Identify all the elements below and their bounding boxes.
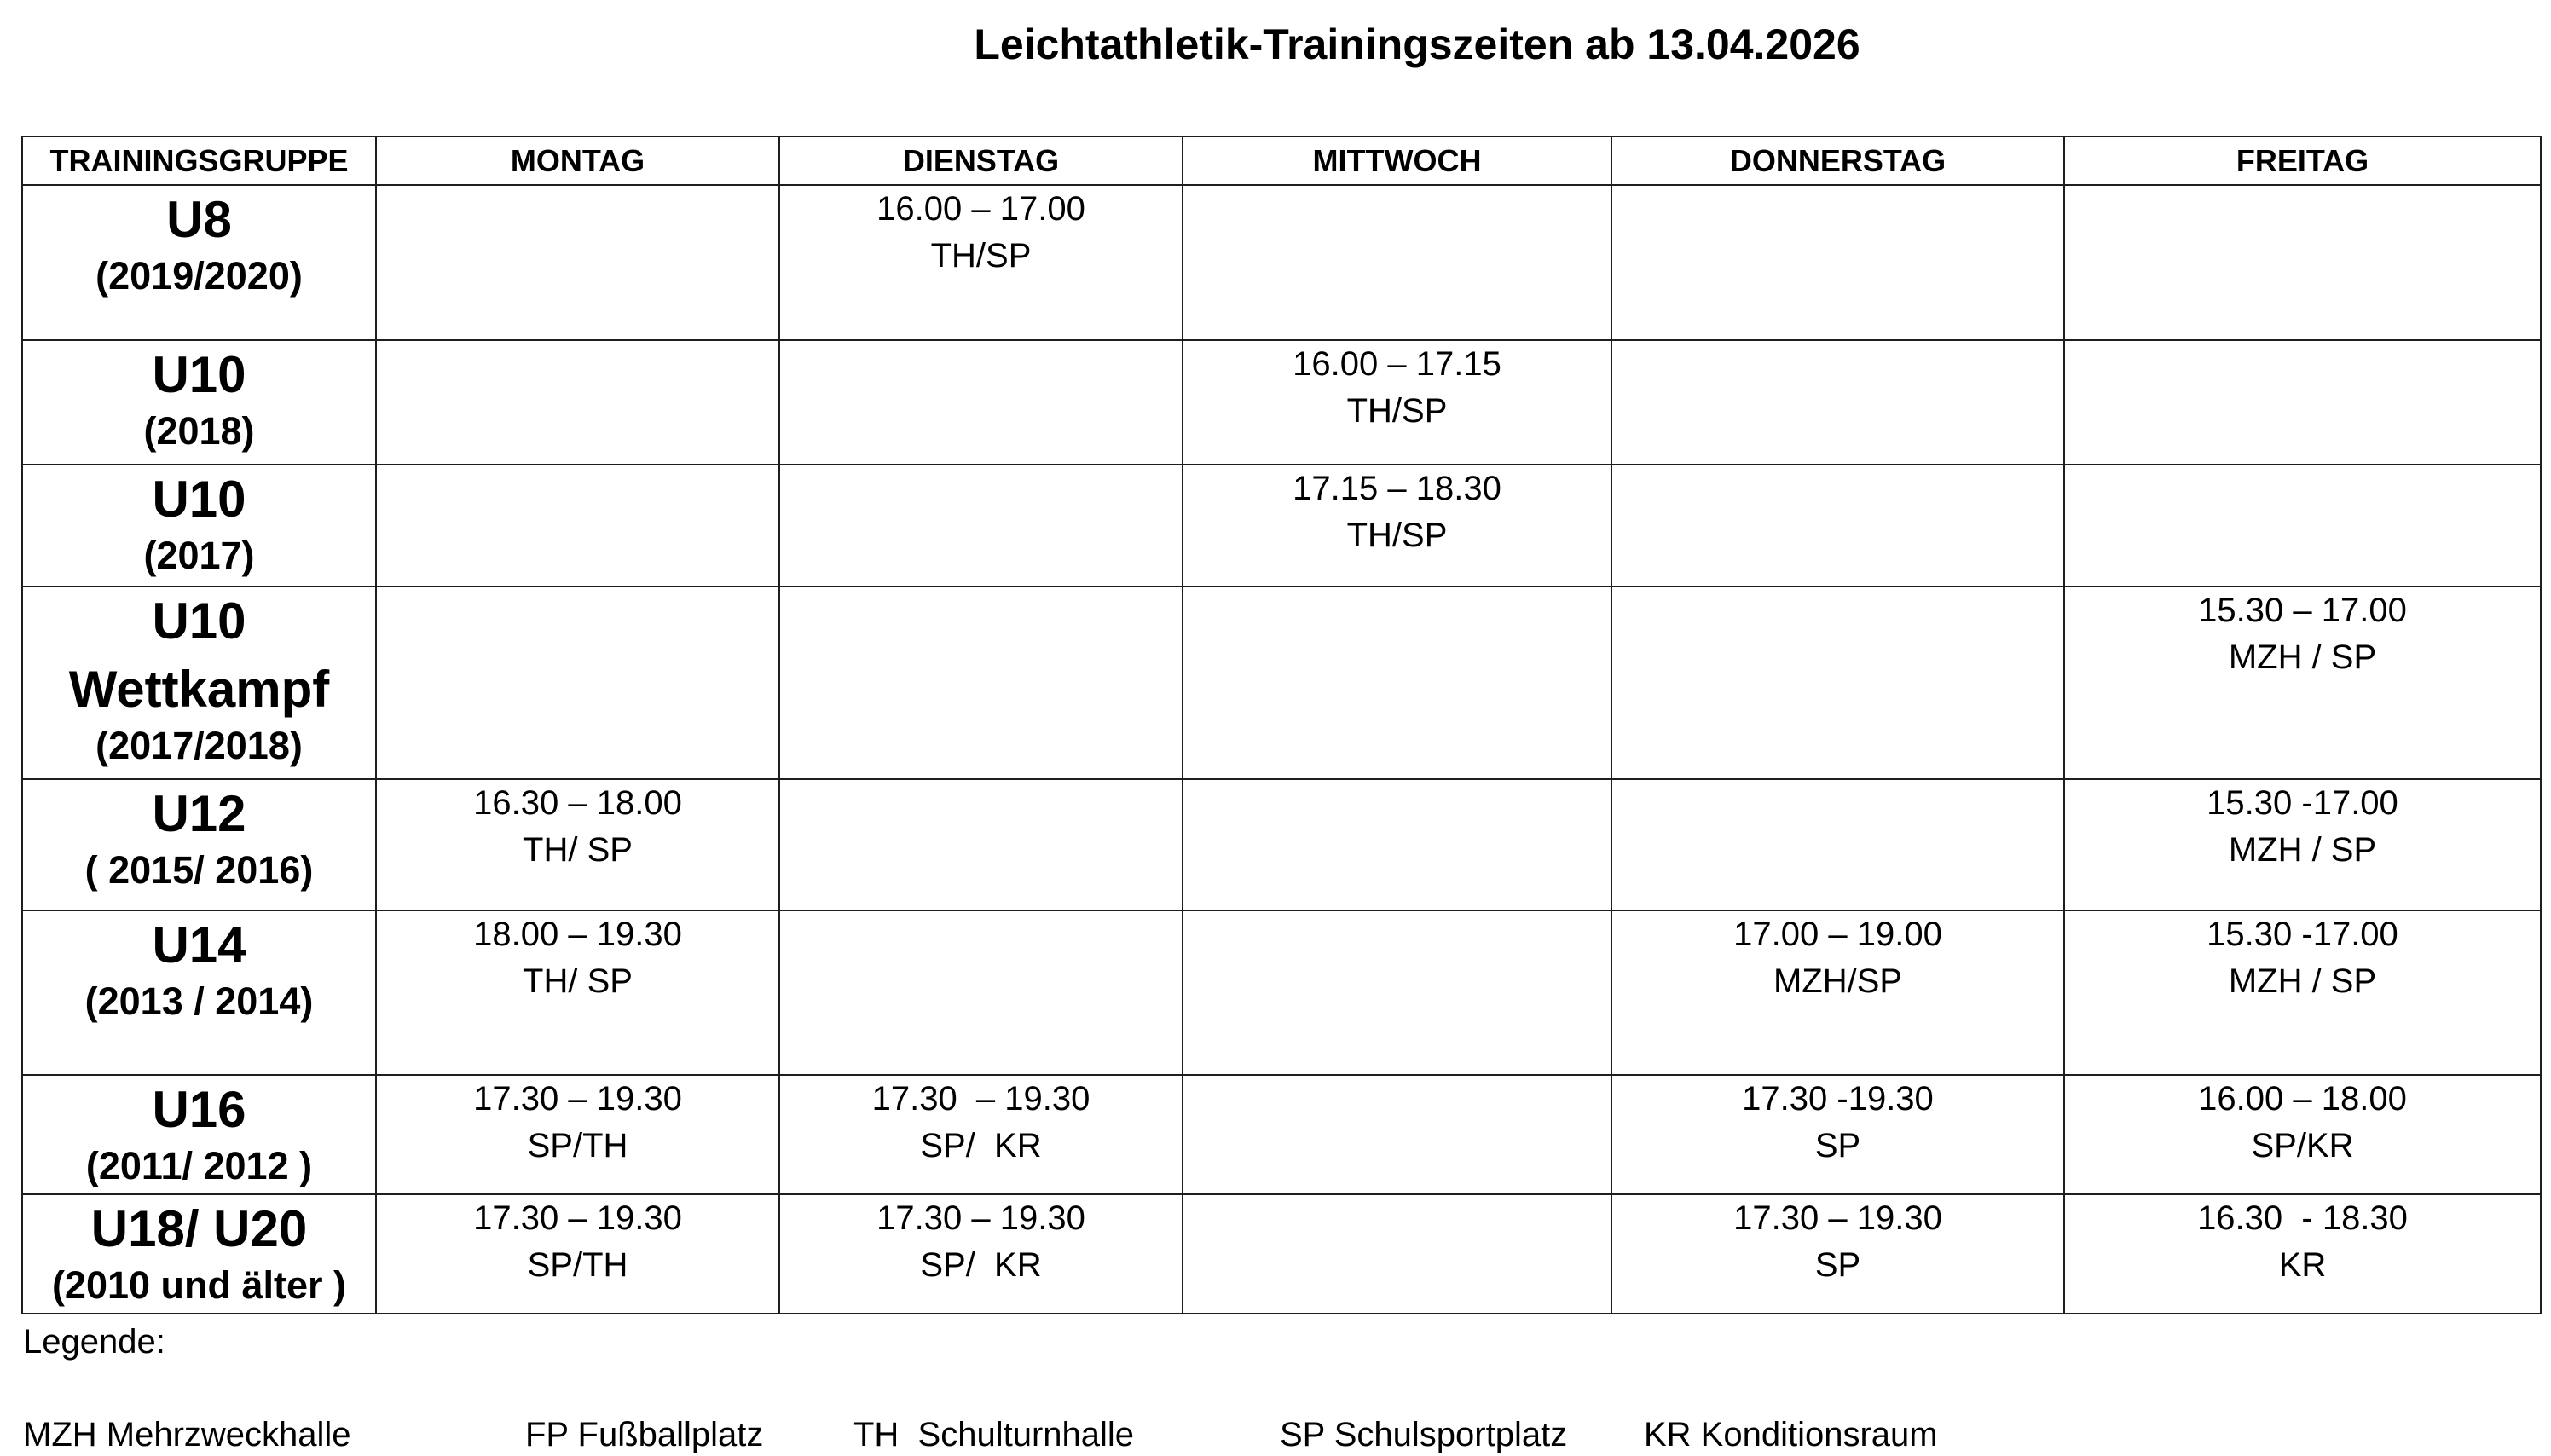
legend-item: TH Schulturnhalle — [853, 1416, 1135, 1453]
slot-time: 16.30 - 18.30 — [2197, 1199, 2408, 1237]
legend-item: KR Konditionsraum — [1644, 1416, 1938, 1453]
slot-time: 16.00 – 18.00 — [2198, 1080, 2407, 1118]
group-name-line2: Wettkampf — [68, 661, 330, 718]
slot-time: 15.30 – 17.00 — [2198, 592, 2407, 629]
empty-cell-freitag — [2064, 185, 2541, 340]
group-name: U16 — [152, 1081, 246, 1138]
slot-cell-montag — [376, 779, 779, 910]
empty-cell-mittwoch — [1183, 1194, 1611, 1314]
empty-cell-dienstag — [779, 465, 1183, 586]
group-cell — [22, 185, 376, 340]
group-years: (2017) — [143, 534, 255, 577]
slot-cell-mittwoch — [1183, 465, 1611, 586]
slot-place: SP/TH — [527, 1127, 628, 1164]
slot-time: 16.30 – 18.00 — [473, 784, 682, 822]
empty-cell-dienstag — [779, 910, 1183, 1075]
empty-cell-dienstag — [779, 779, 1183, 910]
slot-cell-mittwoch — [1183, 340, 1611, 465]
group-years: ( 2015/ 2016) — [84, 848, 314, 892]
group-cell — [22, 779, 376, 910]
slot-time: 17.15 – 18.30 — [1293, 470, 1501, 507]
empty-cell-donnerstag — [1611, 779, 2064, 910]
group-name: U18/ U20 — [90, 1200, 308, 1257]
slot-time: 16.00 – 17.15 — [1293, 345, 1501, 383]
empty-cell-montag — [376, 340, 779, 465]
header-row — [22, 136, 2541, 185]
slot-place: TH/SP — [930, 237, 1032, 274]
group-years: (2013 / 2014) — [84, 979, 314, 1023]
empty-cell-mittwoch — [1183, 185, 1611, 340]
empty-cell-mittwoch — [1183, 586, 1611, 779]
empty-cell-dienstag — [779, 340, 1183, 465]
group-name: U14 — [152, 916, 246, 974]
slot-time: 17.30 – 19.30 — [473, 1199, 682, 1237]
slot-cell-freitag — [2064, 1194, 2541, 1314]
group-years: (2017/2018) — [95, 724, 303, 767]
slot-time: 17.30 – 19.30 — [1733, 1199, 1942, 1237]
slot-place: KR — [2278, 1246, 2327, 1284]
empty-cell-donnerstag — [1611, 465, 2064, 586]
slot-place: TH/SP — [1346, 517, 1448, 554]
slot-place: SP/ KR — [920, 1127, 1042, 1164]
slot-cell-donnerstag — [1611, 1194, 2064, 1314]
legend-title: Legende: — [23, 1323, 165, 1361]
empty-cell-donnerstag — [1611, 185, 2064, 340]
slot-place: SP/TH — [527, 1246, 628, 1284]
group-years: (2018) — [143, 409, 255, 453]
slot-time: 15.30 -17.00 — [2207, 784, 2398, 822]
slot-cell-dienstag — [779, 185, 1183, 340]
slot-cell-montag — [376, 1194, 779, 1314]
slot-cell-donnerstag — [1611, 910, 2064, 1075]
empty-cell-montag — [376, 586, 779, 779]
slot-place: SP — [1814, 1127, 1861, 1164]
table-row — [22, 185, 2541, 340]
slot-place: SP/ KR — [920, 1246, 1042, 1284]
legend-item: SP Schulsportplatz — [1280, 1416, 1568, 1453]
header-dienstag: DIENSTAG — [779, 136, 1183, 185]
table-row — [22, 910, 2541, 1075]
table-row — [22, 779, 2541, 910]
group-cell — [22, 586, 376, 779]
group-name: U8 — [166, 191, 232, 248]
group-name: U10 — [152, 592, 246, 650]
slot-cell-freitag — [2064, 586, 2541, 779]
empty-cell-montag — [376, 185, 779, 340]
header-training-group: TRAININGSGRUPPE — [22, 136, 376, 185]
slot-place: TH/SP — [1346, 392, 1448, 430]
slot-place: MZH / SP — [2228, 962, 2377, 1000]
slot-cell-dienstag — [779, 1075, 1183, 1194]
table-row — [22, 465, 2541, 586]
slot-place: MZH / SP — [2228, 638, 2377, 676]
slot-place: TH/ SP — [523, 831, 633, 869]
header-freitag: FREITAG — [2064, 136, 2541, 185]
table-row — [22, 586, 2541, 779]
group-name: U10 — [152, 346, 246, 403]
slot-cell-donnerstag — [1611, 1075, 2064, 1194]
header-montag: MONTAG — [376, 136, 779, 185]
slot-place: MZH/SP — [1773, 962, 1903, 1000]
slot-place: TH/ SP — [523, 962, 633, 1000]
group-years: (2011/ 2012 ) — [85, 1144, 313, 1187]
table-row — [22, 340, 2541, 465]
slot-cell-freitag — [2064, 910, 2541, 1075]
slot-time: 17.30 -19.30 — [1742, 1080, 1934, 1118]
group-years: (2010 und älter ) — [51, 1263, 347, 1307]
slot-time: 17.00 – 19.00 — [1733, 916, 1942, 953]
group-cell — [22, 910, 376, 1075]
empty-cell-freitag — [2064, 465, 2541, 586]
empty-cell-montag — [376, 465, 779, 586]
slot-time: 18.00 – 19.30 — [473, 916, 682, 953]
slot-time: 17.30 – 19.30 — [473, 1080, 682, 1118]
slot-cell-freitag — [2064, 1075, 2541, 1194]
group-cell — [22, 1075, 376, 1194]
slot-time: 15.30 -17.00 — [2207, 916, 2398, 953]
empty-cell-donnerstag — [1611, 340, 2064, 465]
schedule-table — [21, 136, 2542, 1314]
legend-item: MZH Mehrzweckhalle — [23, 1416, 351, 1453]
table-row — [22, 1194, 2541, 1314]
header-mittwoch: MITTWOCH — [1183, 136, 1611, 185]
group-cell — [22, 340, 376, 465]
empty-cell-mittwoch — [1183, 1075, 1611, 1194]
slot-time: 17.30 – 19.30 — [876, 1199, 1085, 1237]
empty-cell-mittwoch — [1183, 779, 1611, 910]
slot-time: 17.30 – 19.30 — [871, 1080, 1090, 1118]
legend-item: FP Fußballplatz — [525, 1416, 764, 1453]
empty-cell-mittwoch — [1183, 910, 1611, 1075]
slot-cell-montag — [376, 1075, 779, 1194]
page-title: Leichtathletik-Trainingszeiten ab 13.04.2026 — [974, 20, 1860, 68]
slot-place: SP — [1814, 1246, 1861, 1284]
table-row — [22, 1075, 2541, 1194]
empty-cell-freitag — [2064, 340, 2541, 465]
group-name: U12 — [152, 785, 246, 842]
empty-cell-dienstag — [779, 586, 1183, 779]
slot-time: 16.00 – 17.00 — [876, 190, 1085, 228]
empty-cell-donnerstag — [1611, 586, 2064, 779]
slot-cell-montag — [376, 910, 779, 1075]
header-donnerstag: DONNERSTAG — [1611, 136, 2064, 185]
slot-place: SP/KR — [2251, 1127, 2354, 1164]
slot-place: MZH / SP — [2228, 831, 2377, 869]
group-cell — [22, 465, 376, 586]
group-cell — [22, 1194, 376, 1314]
slot-cell-freitag — [2064, 779, 2541, 910]
group-years: (2019/2020) — [95, 254, 303, 298]
slot-cell-dienstag — [779, 1194, 1183, 1314]
group-name: U10 — [152, 471, 246, 528]
